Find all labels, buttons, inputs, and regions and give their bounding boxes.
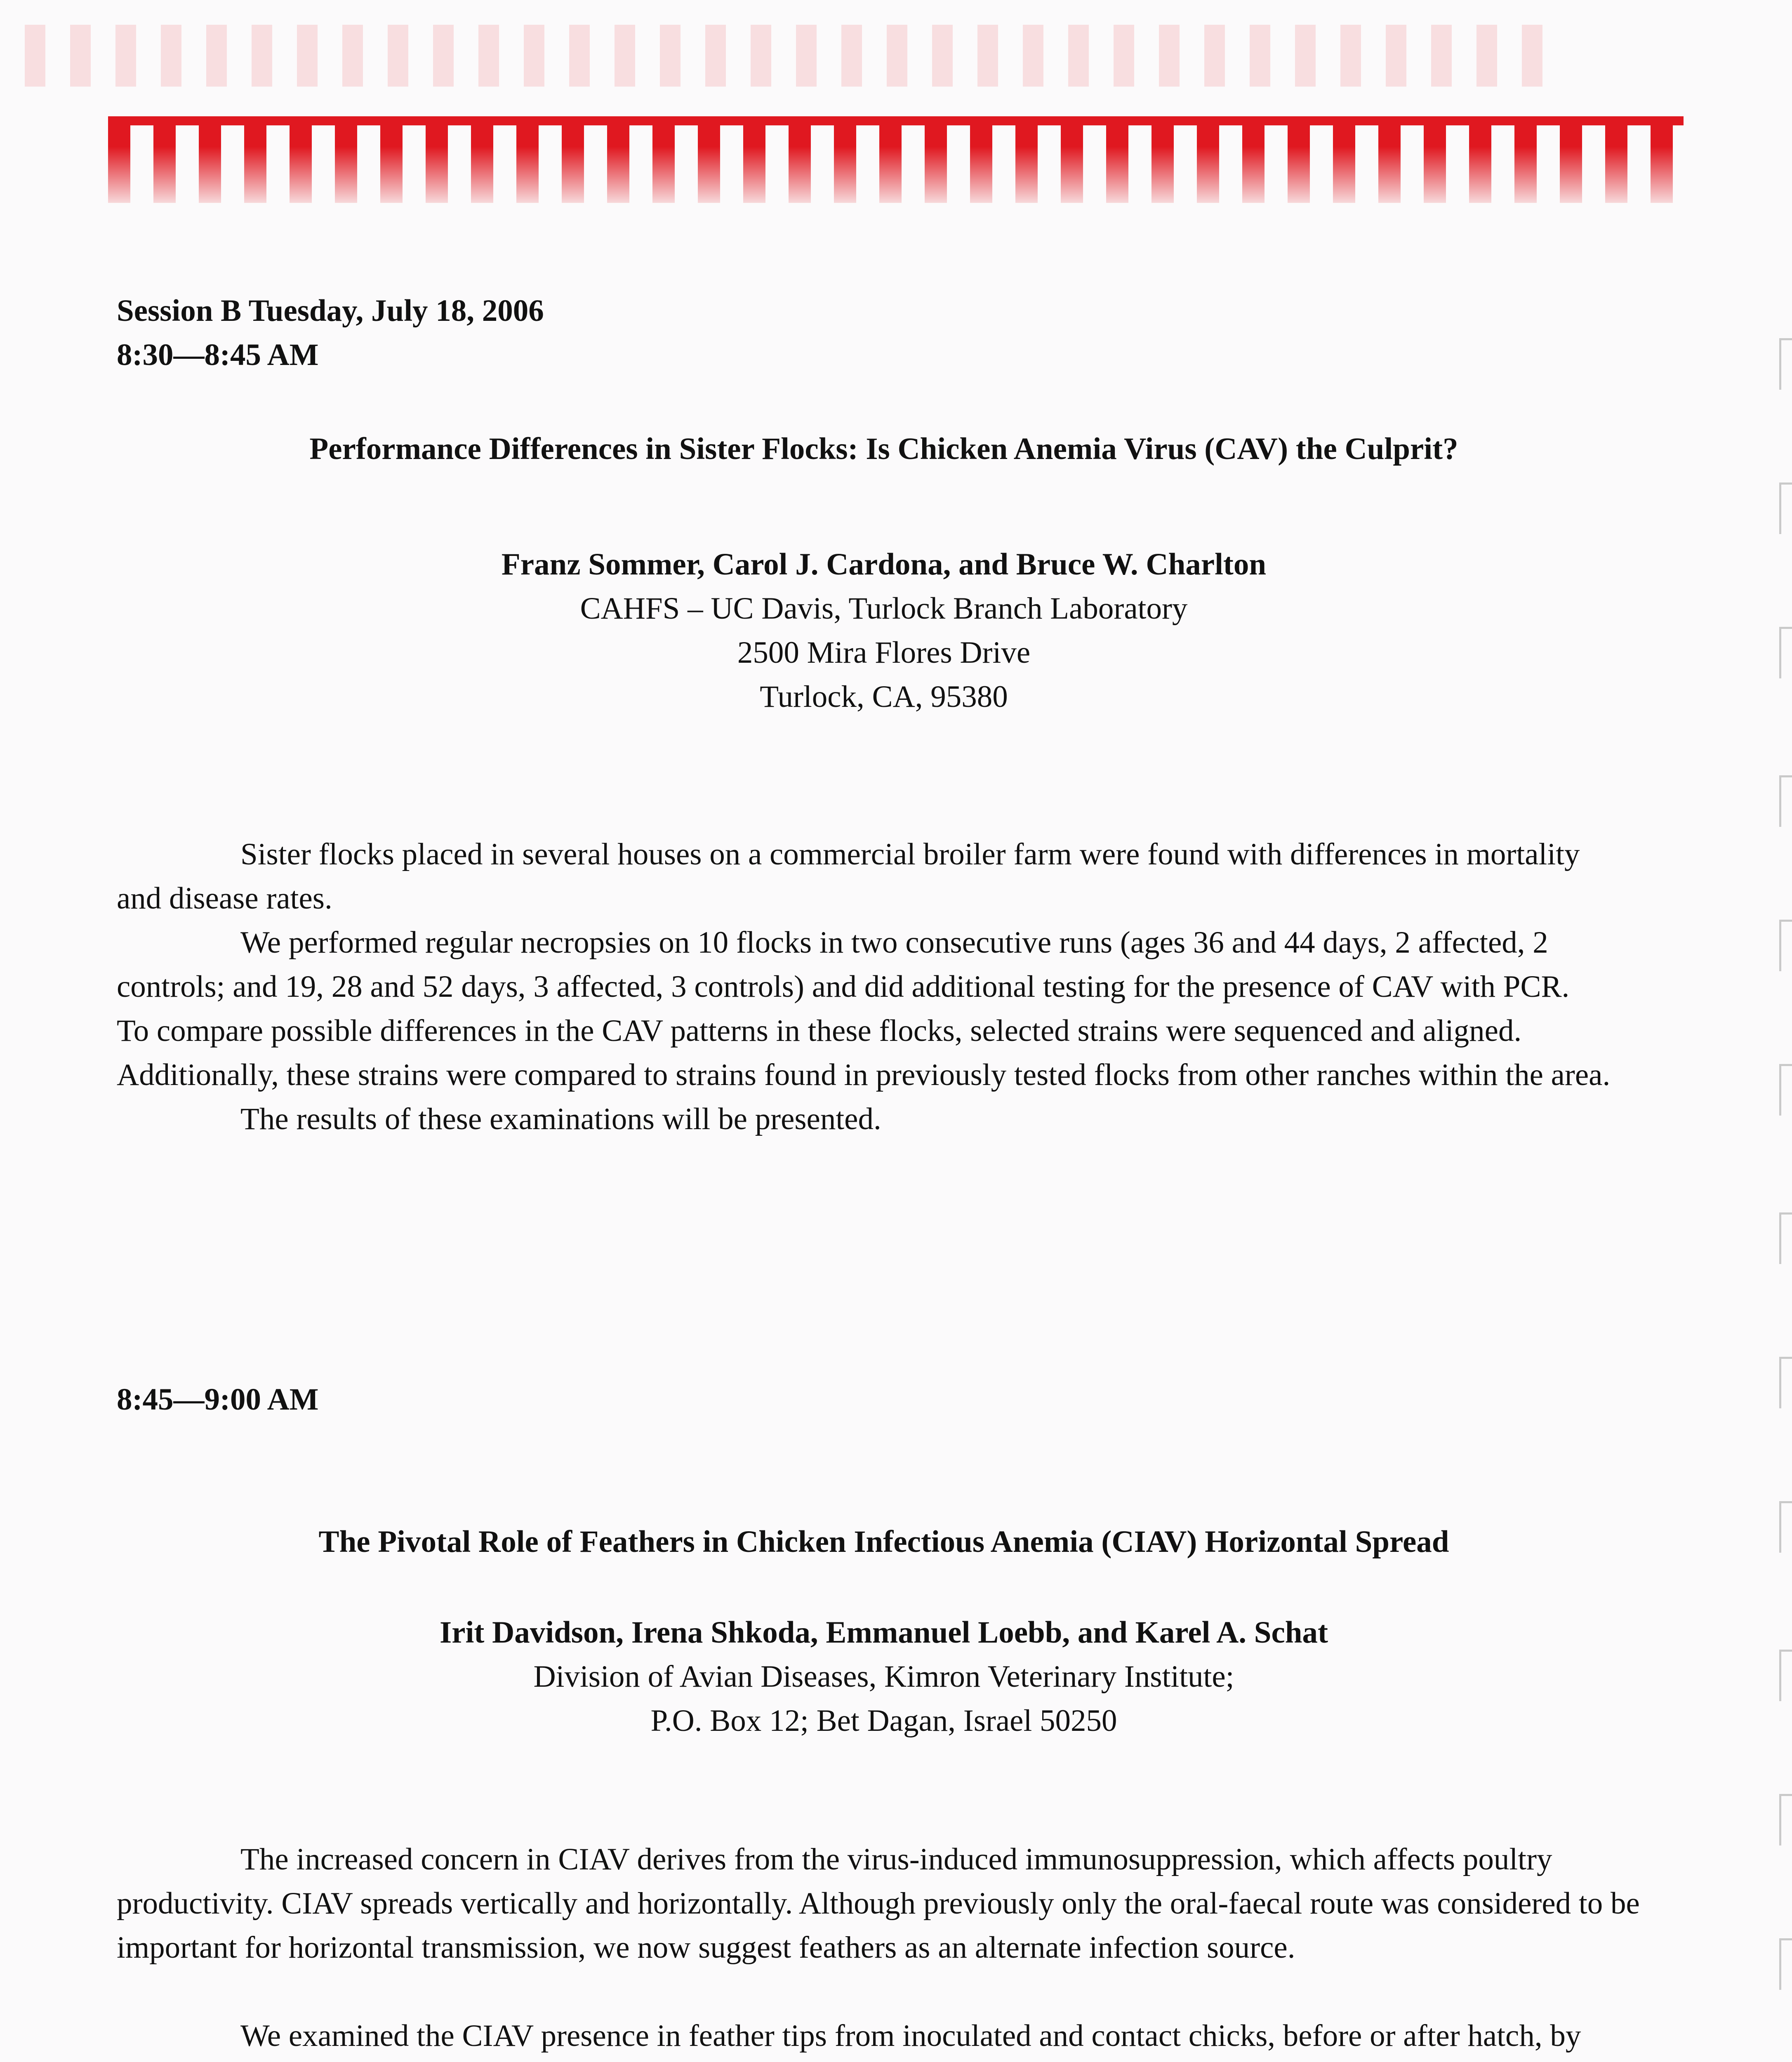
edge-tab-mark — [1779, 1212, 1792, 1264]
paragraph: The increased concern in CIAV derives from the virus-induced immunosuppression, which affects poultry productivity. CIAV spreads vertically and horizontally. Although previously only the oral-faecal route was considered to be important for horizontal transmission, we now suggest feathers as an alternate infection source. — [117, 1842, 1640, 1965]
authors: Franz Sommer, Carol J. Cardona, and Bruce W. Charlton — [501, 547, 1267, 581]
edge-tab-mark — [1779, 338, 1792, 390]
session-header — [117, 289, 942, 377]
authors: Irit Davidson, Irena Shkoda, Emmanuel Loebb, and Karel A. Schat — [440, 1615, 1328, 1650]
author-block — [117, 542, 1651, 719]
paragraph: To compare possible differences in the CAV patterns in these flocks, selected strains were sequenced and aligned. Additionally, these strains were compared to strains found in previously tested flocks from other ranches within the area. — [117, 1014, 1611, 1092]
edge-tab-mark — [1779, 1064, 1792, 1116]
banner-top-bar — [108, 116, 1684, 125]
paragraph: The results of these examinations will be presented. — [240, 1102, 881, 1136]
address-line: P.O. Box 12; Bet Dagan, Israel 50250 — [650, 1704, 1117, 1738]
edge-tab-mark — [1779, 1501, 1792, 1553]
time-slot: 8:45—9:00 AM — [117, 1382, 319, 1417]
author-block — [117, 1610, 1651, 1743]
affiliation-line: CAHFS – UC Davis, Turlock Branch Laboratory — [580, 591, 1188, 626]
edge-tab-mark — [1779, 1794, 1792, 1845]
paragraph: We performed regular necropsies on 10 flocks in two consecutive runs (ages 36 and 44 days, 2 affected, 2 controls; and 19, 28 and 52 days, 3 affected, 3 controls) and did additional testing for the presence of CAV with PCR. — [117, 925, 1570, 1004]
edge-tab-mark — [1779, 1650, 1792, 1701]
abstract-body — [117, 1837, 1651, 2062]
edge-tab-mark — [1779, 775, 1792, 827]
address-line: 2500 Mira Flores Drive — [737, 636, 1031, 670]
paragraph: Sister flocks placed in several houses on a commercial broiler farm were found with differences in mortality and disease rates. — [117, 837, 1580, 916]
banner-fade — [108, 116, 1684, 203]
abstract-body — [117, 832, 1626, 1141]
edge-tab-mark — [1779, 627, 1792, 678]
abstract-title: The Pivotal Role of Feathers in Chicken Infectious Anemia (CIAV) Horizontal Spread — [318, 1525, 1449, 1559]
session-line: Session B Tuesday, July 18, 2006 — [117, 294, 544, 328]
edge-tab-mark — [1779, 1938, 1792, 1990]
paragraph: We examined the CIAV presence in feather tips from inoculated and contact chicks, before or after hatch, by — [240, 2019, 1581, 2053]
edge-tab-mark — [1779, 1357, 1792, 1408]
bleed-through-banner — [25, 25, 1551, 87]
edge-tab-mark — [1779, 483, 1792, 534]
edge-tab-mark — [1779, 920, 1792, 971]
abstract-title: Performance Differences in Sister Flocks: Is Chicken Anemia Virus (CAV) the Culprit? — [309, 432, 1458, 466]
time-slot: 8:30—8:45 AM — [117, 338, 319, 372]
affiliation-line: Division of Avian Diseases, Kimron Veterinary Institute; — [533, 1659, 1234, 1694]
city-line: Turlock, CA, 95380 — [760, 680, 1008, 714]
